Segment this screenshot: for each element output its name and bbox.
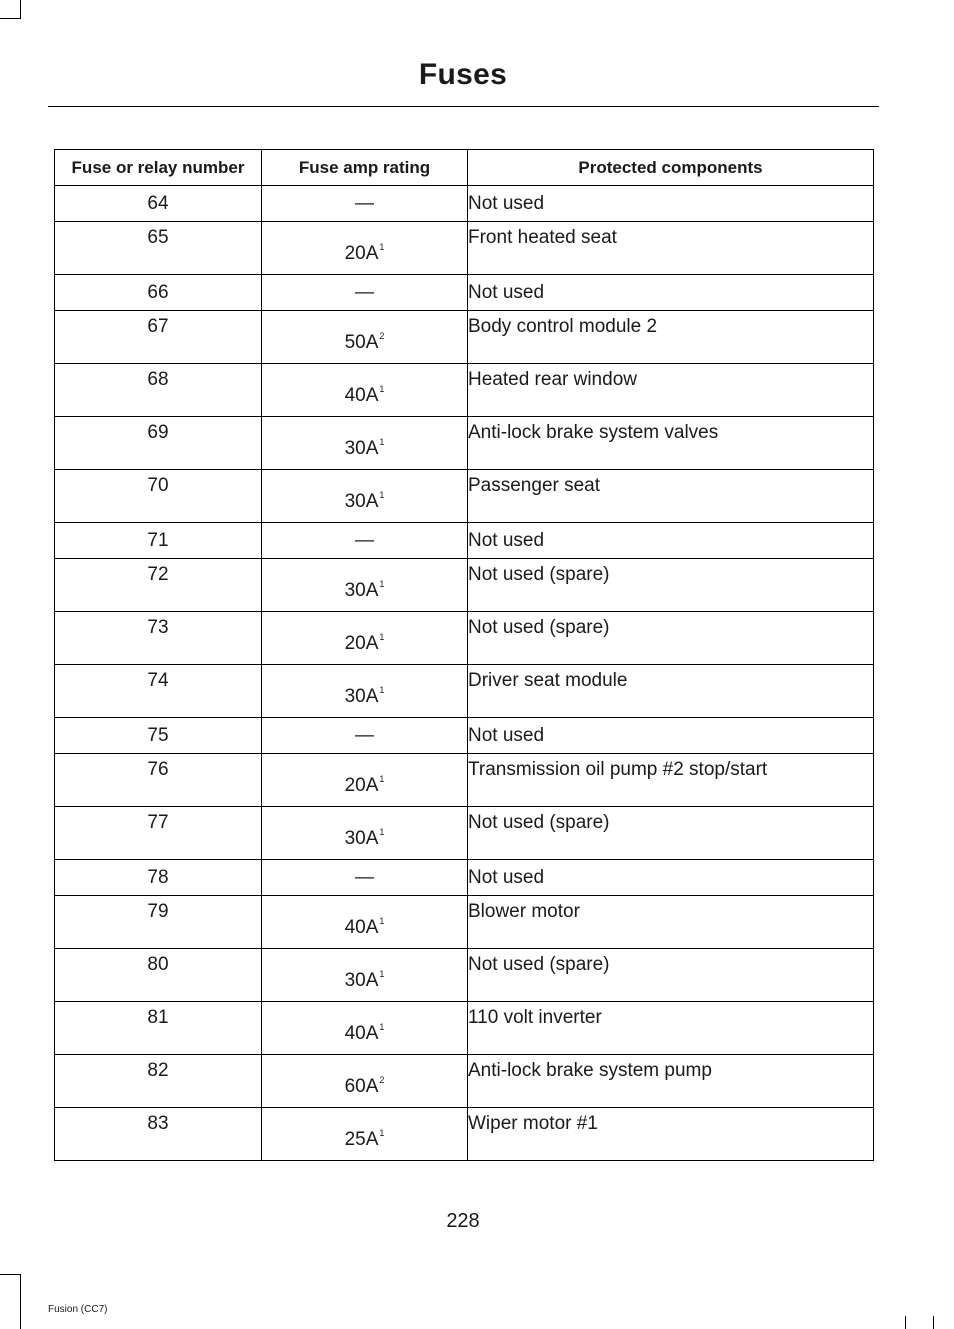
table-row [55, 754, 874, 807]
protected-component-cell: Not used [468, 186, 874, 222]
fuse-number-cell: 68 [55, 364, 262, 417]
table-row [55, 896, 874, 949]
header-amp-rating: Fuse amp rating [262, 150, 468, 186]
table-row [55, 559, 874, 612]
amp-rating-value: 20A [344, 775, 379, 796]
amp-rating-cell [262, 860, 468, 896]
header-fuse-number: Fuse or relay number [55, 150, 262, 186]
amp-rating-value: 30A [344, 491, 379, 512]
protected-component-cell: Transmission oil pump #2 stop/start [468, 754, 874, 807]
table-row [55, 275, 874, 311]
table-row [55, 612, 874, 665]
protected-component-cell: Heated rear window [468, 364, 874, 417]
footnote-marker: 1 [379, 384, 385, 394]
footnote-marker: 1 [379, 632, 385, 642]
crop-mark-bottom-left-h [0, 1274, 21, 1275]
protected-component-cell: Not used (spare) [468, 949, 874, 1002]
amp-rating-value: 40A [344, 385, 379, 406]
amp-rating-cell [262, 896, 468, 949]
fuse-number-cell: 64 [55, 186, 262, 222]
table-row [55, 311, 874, 364]
protected-component-cell: Not used [468, 718, 874, 754]
amp-rating-cell [262, 1108, 468, 1161]
footer-label: Fusion (CC7) [48, 1304, 108, 1315]
amp-rating-cell [262, 754, 468, 807]
amp-rating-value: — [355, 192, 374, 214]
table-row [55, 1002, 874, 1055]
protected-component-cell: Wiper motor #1 [468, 1108, 874, 1161]
amp-rating-cell [262, 665, 468, 718]
protected-component-cell: Not used (spare) [468, 559, 874, 612]
protected-component-cell: Blower motor [468, 896, 874, 949]
amp-rating-value: 40A [344, 917, 379, 938]
amp-rating-cell [262, 612, 468, 665]
amp-rating-cell [262, 311, 468, 364]
table-row [55, 222, 874, 275]
fuse-number-cell: 80 [55, 949, 262, 1002]
amp-rating-cell [262, 523, 468, 559]
fuse-number-cell: 81 [55, 1002, 262, 1055]
fuse-table [54, 149, 874, 1161]
protected-component-cell: Anti-lock brake system valves [468, 417, 874, 470]
amp-rating-cell [262, 807, 468, 860]
fuse-number-cell: 78 [55, 860, 262, 896]
fuse-number-cell: 70 [55, 470, 262, 523]
fuse-number-cell: 76 [55, 754, 262, 807]
protected-component-cell: Not used [468, 523, 874, 559]
protected-component-cell: 110 volt inverter [468, 1002, 874, 1055]
table-row [55, 1108, 874, 1161]
footnote-marker: 2 [379, 1075, 385, 1085]
amp-rating-value: 60A [344, 1076, 379, 1097]
amp-rating-cell [262, 559, 468, 612]
protected-component-cell: Anti-lock brake system pump [468, 1055, 874, 1108]
footnote-marker: 1 [379, 1022, 385, 1032]
footnote-marker: 1 [379, 437, 385, 447]
amp-rating-cell [262, 186, 468, 222]
amp-rating-cell [262, 949, 468, 1002]
table-row [55, 860, 874, 896]
amp-rating-value: 30A [344, 580, 379, 601]
protected-component-cell: Driver seat module [468, 665, 874, 718]
amp-rating-value: 30A [344, 828, 379, 849]
table-row [55, 807, 874, 860]
protected-component-cell: Passenger seat [468, 470, 874, 523]
table-row [55, 949, 874, 1002]
crop-mark-top-left-v [20, 0, 21, 18]
footnote-marker: 1 [379, 969, 385, 979]
table-row [55, 718, 874, 754]
fuse-number-cell: 71 [55, 523, 262, 559]
amp-rating-value: 50A [344, 332, 379, 353]
protected-component-cell: Not used [468, 860, 874, 896]
fuse-number-cell: 82 [55, 1055, 262, 1108]
footnote-marker: 1 [379, 490, 385, 500]
amp-rating-value: 25A [344, 1129, 379, 1150]
protected-component-cell: Front heated seat [468, 222, 874, 275]
table-row [55, 665, 874, 718]
protected-component-cell: Body control module 2 [468, 311, 874, 364]
fuse-number-cell: 79 [55, 896, 262, 949]
protected-component-cell: Not used (spare) [468, 612, 874, 665]
footnote-marker: 1 [379, 685, 385, 695]
fuse-number-cell: 72 [55, 559, 262, 612]
protected-component-cell: Not used [468, 275, 874, 311]
crop-mark-top-left-h [0, 18, 21, 19]
amp-rating-cell [262, 1055, 468, 1108]
amp-rating-cell [262, 718, 468, 754]
amp-rating-value: 30A [344, 686, 379, 707]
footnote-marker: 1 [379, 579, 385, 589]
amp-rating-value: — [355, 866, 374, 888]
crop-mark-bottom-right-v1 [905, 1316, 906, 1329]
page-title: Fuses [418, 58, 508, 91]
footnote-marker: 1 [379, 827, 385, 837]
footnote-marker: 1 [379, 916, 385, 926]
title-divider [48, 106, 879, 107]
crop-mark-bottom-left-v [20, 1274, 21, 1329]
amp-rating-value: 20A [344, 243, 379, 264]
fuse-number-cell: 83 [55, 1108, 262, 1161]
footnote-marker: 2 [379, 331, 385, 341]
fuse-number-cell: 77 [55, 807, 262, 860]
fuse-number-cell: 74 [55, 665, 262, 718]
amp-rating-cell [262, 470, 468, 523]
table-row [55, 186, 874, 222]
amp-rating-value: 20A [344, 633, 379, 654]
footnote-marker: 1 [379, 1128, 385, 1138]
amp-rating-value: — [355, 724, 374, 746]
fuse-number-cell: 73 [55, 612, 262, 665]
protected-component-cell: Not used (spare) [468, 807, 874, 860]
fuse-table-body [55, 186, 874, 1161]
amp-rating-cell [262, 364, 468, 417]
table-row [55, 417, 874, 470]
table-header-row [55, 150, 874, 186]
amp-rating-value: — [355, 529, 374, 551]
fuse-number-cell: 67 [55, 311, 262, 364]
crop-mark-bottom-right-v2 [933, 1316, 934, 1329]
fuse-number-cell: 65 [55, 222, 262, 275]
amp-rating-value: — [355, 281, 374, 303]
amp-rating-cell [262, 417, 468, 470]
amp-rating-cell [262, 222, 468, 275]
table-row [55, 1055, 874, 1108]
amp-rating-value: 40A [344, 1023, 379, 1044]
header-protected-components: Protected components [468, 150, 874, 186]
fuse-number-cell: 75 [55, 718, 262, 754]
table-row [55, 470, 874, 523]
table-row [55, 523, 874, 559]
table-row [55, 364, 874, 417]
footnote-marker: 1 [379, 242, 385, 252]
fuse-number-cell: 69 [55, 417, 262, 470]
page-number: 228 [446, 1210, 480, 1232]
amp-rating-cell [262, 1002, 468, 1055]
footnote-marker: 1 [379, 774, 385, 784]
amp-rating-cell [262, 275, 468, 311]
amp-rating-value: 30A [344, 970, 379, 991]
fuse-number-cell: 66 [55, 275, 262, 311]
amp-rating-value: 30A [344, 438, 379, 459]
